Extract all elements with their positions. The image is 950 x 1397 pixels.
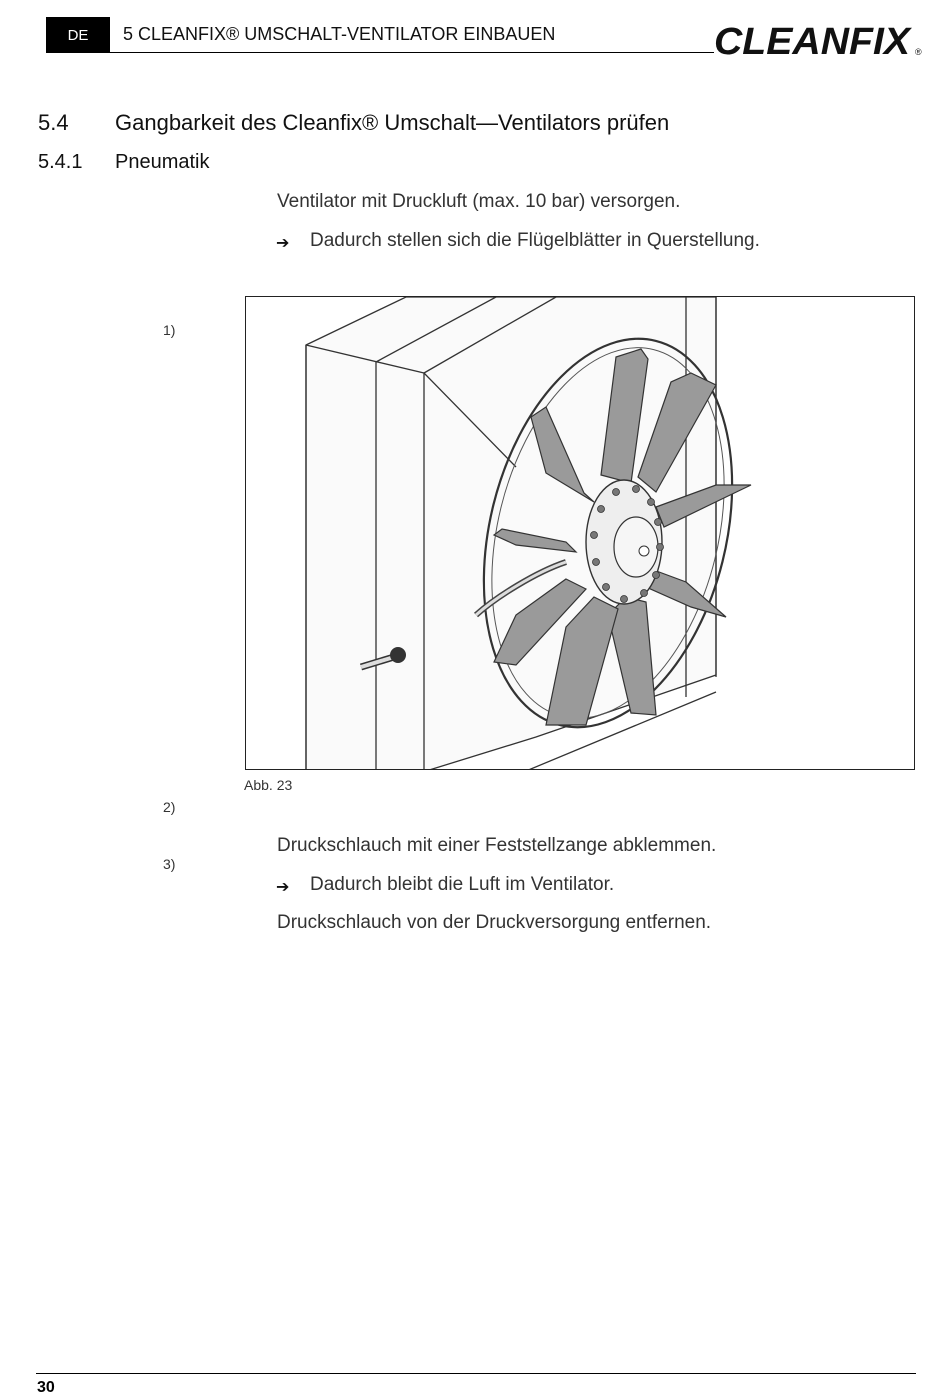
header-divider [110, 52, 714, 53]
step-1-number: 1) [163, 322, 176, 338]
step-2-text: Druckschlauch mit einer Feststellzange abklemmen. [277, 835, 717, 856]
language-badge: DE [46, 17, 110, 53]
subsection-number: 5.4.1 [38, 151, 83, 173]
cleanfix-logo [712, 12, 926, 64]
page-number: 30 [37, 1379, 55, 1396]
section-title: Gangbarkeit des Cleanfix® Umschalt—Ventilators prüfen [115, 110, 670, 135]
section-number: 5.4 [38, 110, 69, 135]
chapter-title: 5 CLEANFIX® UMSCHALT-VENTILATOR EINBAUEN [123, 24, 556, 44]
step-1-result: Dadurch stellen sich die Flügelblätter in Querstellung. [310, 230, 760, 251]
footer-divider [36, 1373, 916, 1374]
step-2-result: Dadurch bleibt die Luft im Ventilator. [310, 874, 615, 895]
step-3-text: Druckschlauch von der Druckversorgung entfernen. [277, 912, 712, 933]
svg-text:®: ® [915, 47, 922, 57]
result-arrow-icon: ➔ [276, 235, 290, 252]
step-1-text: Ventilator mit Druckluft (max. 10 bar) versorgen. [277, 191, 681, 212]
figure-caption: Abb. 23 [244, 777, 293, 793]
fan-illustration [245, 296, 915, 770]
result-arrow-icon: ➔ [276, 879, 290, 896]
subsection-title: Pneumatik [115, 151, 210, 173]
step-3-number: 3) [163, 856, 176, 872]
fan-drawing [246, 297, 915, 770]
svg-text:CLEANFIX: CLEANFIX [714, 21, 913, 63]
step-2-number: 2) [163, 799, 176, 815]
